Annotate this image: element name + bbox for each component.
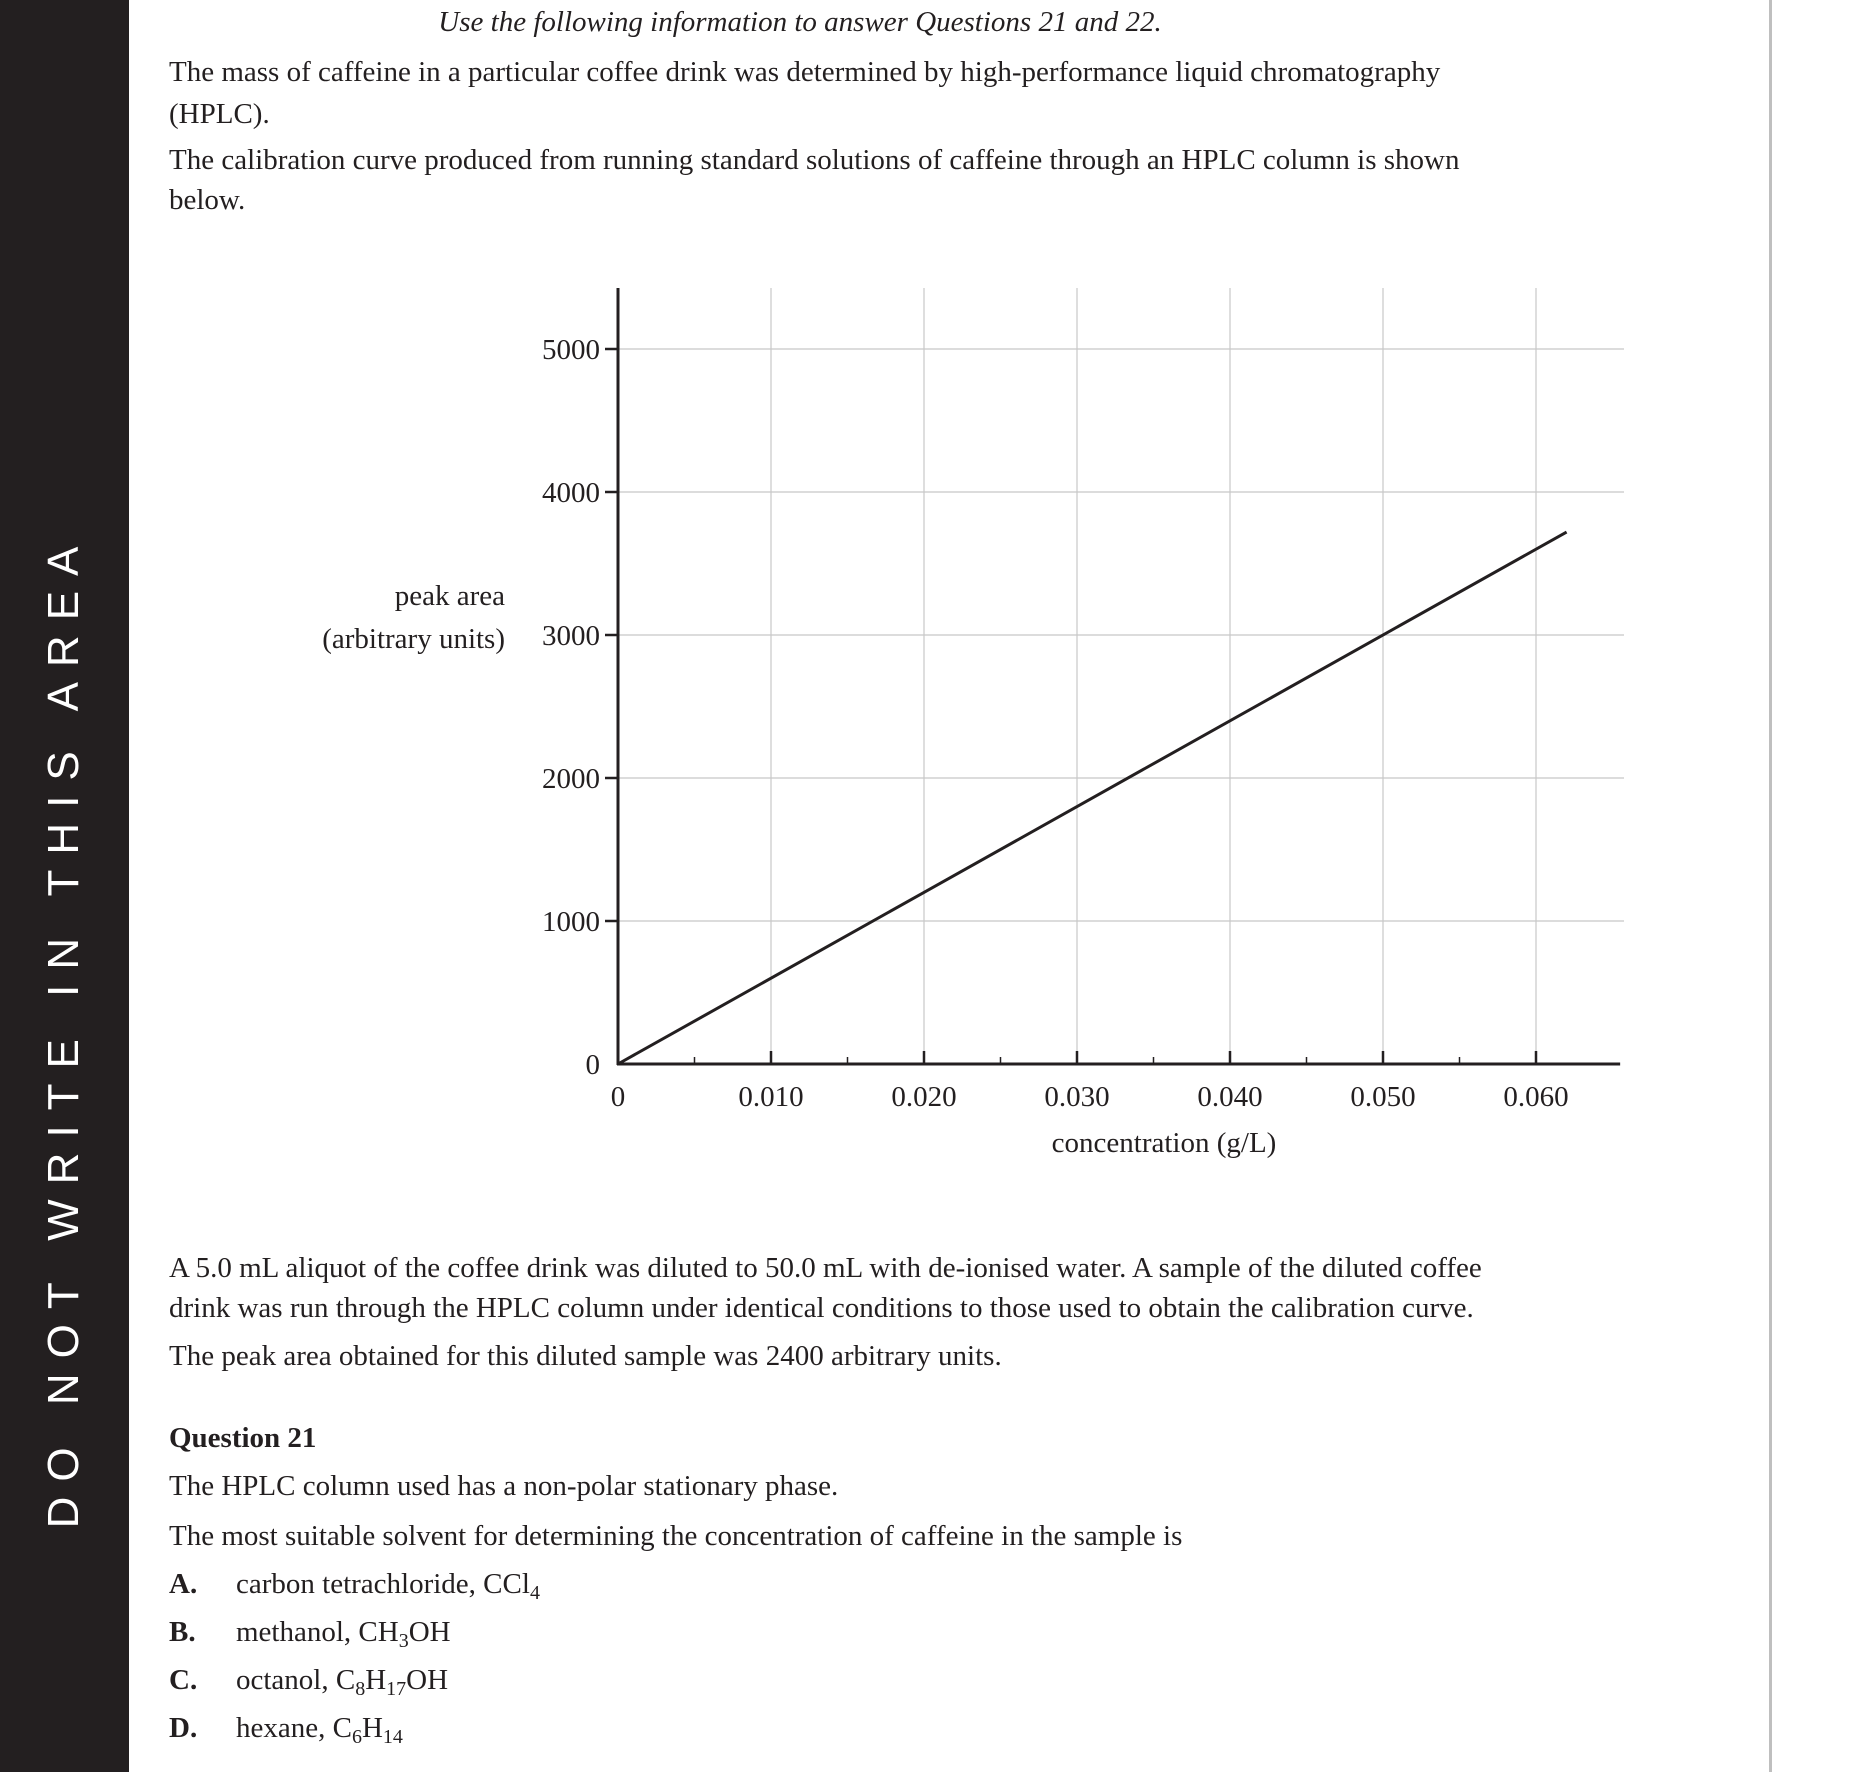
- x-tick-label: 0.060: [1503, 1081, 1569, 1113]
- x-tick-label: 0.040: [1197, 1081, 1263, 1113]
- chemical-subscript: 4: [529, 1582, 540, 1604]
- do-not-write-warning: DO NOT WRITE IN THIS AREA: [39, 531, 88, 1529]
- x-tick-label: 0.030: [1044, 1081, 1110, 1113]
- chart-grid: [618, 288, 1624, 1064]
- x-tick-label: 0.020: [891, 1081, 957, 1113]
- option-letter: A.: [169, 1568, 198, 1600]
- y-tick-label: 3000: [542, 620, 600, 652]
- instruction-text: Use the following information to answer Questions 21 and 22.: [438, 6, 1162, 38]
- question-stem-line-2: The most suitable solvent for determining the concentration of caffeine in the sample is: [169, 1520, 1183, 1552]
- option-text: octanol, $C_8H_{17}OH$: [236, 1664, 449, 1700]
- intro-paragraph-1-line-2: (HPLC).: [169, 98, 270, 130]
- procedure-line-3: The peak area obtained for this diluted sample was 2400 arbitrary units.: [169, 1340, 1002, 1372]
- x-tick-label: 0.050: [1350, 1081, 1416, 1113]
- chemical-subscript: 3: [398, 1630, 409, 1652]
- y-tick-label: 4000: [542, 477, 600, 509]
- question-heading: Question 21: [169, 1422, 317, 1454]
- y-tick-label: 5000: [542, 334, 600, 366]
- chemical-subscript: 8: [355, 1678, 366, 1700]
- option-text: carbon tetrachloride, CCl$_4$: [236, 1568, 540, 1604]
- calibration-line: [618, 532, 1567, 1064]
- y-axis-label-line-1: peak area: [394, 580, 505, 612]
- procedure-line-1: A 5.0 mL aliquot of the coffee drink was diluted to 50.0 mL with de-ionised water. A sample of the diluted coffee: [169, 1252, 1482, 1284]
- chart-axes: [617, 288, 1620, 1065]
- chemical-subscript: 17: [386, 1678, 407, 1700]
- option-text: methanol, $CH_3OH$: [236, 1616, 451, 1652]
- question-stem-line-1: The HPLC column used has a non-polar stationary phase.: [169, 1470, 839, 1502]
- x-axis-label: concentration (g/L): [1051, 1127, 1277, 1159]
- chart-ticks: [542, 334, 1569, 1113]
- option-letter: B.: [169, 1616, 196, 1648]
- option-text: hexane, $C_6H_{14}$: [236, 1712, 403, 1748]
- x-tick-label: 0.010: [738, 1081, 804, 1113]
- option-letter: C.: [169, 1664, 198, 1696]
- y-tick-label: 1000: [542, 906, 600, 938]
- procedure-line-2: drink was run through the HPLC column under identical conditions to those used to obtain the calibration curve.: [169, 1292, 1474, 1324]
- intro-paragraph-2-line-2: below.: [169, 184, 246, 216]
- option-letter: D.: [169, 1712, 198, 1744]
- chemical-subscript: 6: [351, 1726, 362, 1748]
- intro-paragraph-2-line-1: The calibration curve produced from running standard solutions of caffeine through an HPLC column is shown: [169, 144, 1460, 176]
- x-tick-label: 0: [610, 1081, 626, 1113]
- chart-series: [618, 532, 1567, 1064]
- intro-paragraph-1-line-1: The mass of caffeine in a particular coffee drink was determined by high-performance liquid chromatography: [169, 56, 1441, 88]
- y-tick-label: 0: [585, 1049, 600, 1081]
- y-tick-label: 2000: [542, 763, 600, 795]
- chemical-subscript: 14: [382, 1726, 403, 1748]
- y-axis-label-line-2: (arbitrary units): [322, 623, 505, 655]
